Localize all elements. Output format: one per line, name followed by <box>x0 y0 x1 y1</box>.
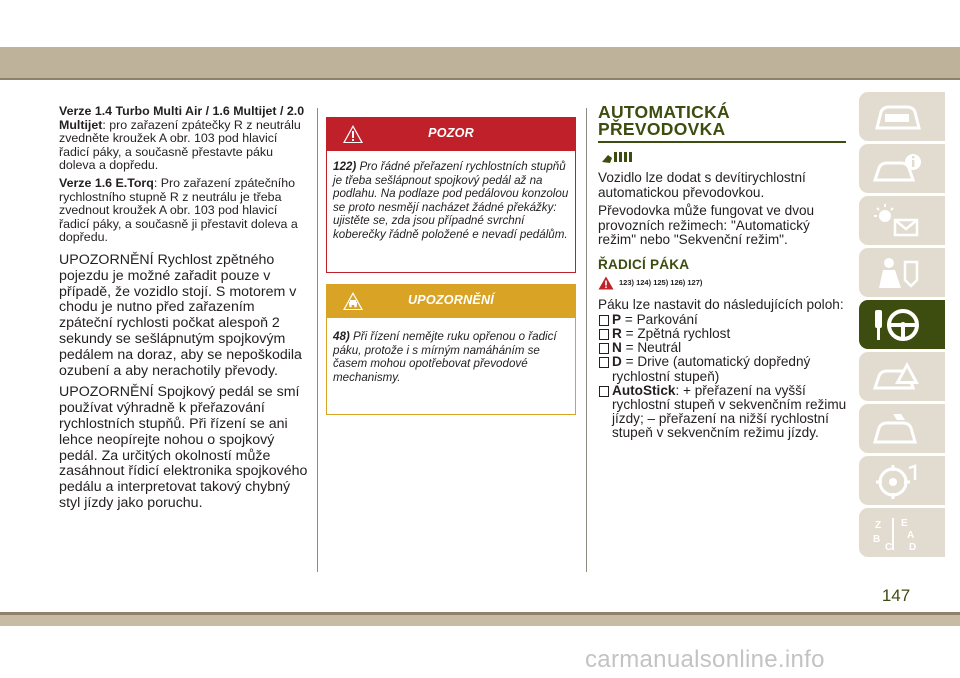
position-r <box>598 327 848 341</box>
tab-servicing[interactable] <box>859 404 945 453</box>
upozorneni-number: 48) <box>333 330 350 343</box>
versions-label: Verze 1.4 Turbo Multi Air / 1.6 Multijet / 2.0 Multijet <box>59 104 305 132</box>
versions-text: : pro zařazení zpátečky R z neutrálu zvedněte kroužek A obr. 103 pod hlavicí řadicí páky, a současně přestavte páku doleva a dopředu. <box>59 117 301 173</box>
top-band <box>0 47 960 78</box>
etorq-text: : Pro zařazení zpátečního rychlostního stupně R z neutrálu je třeba zvednout kroužek A obr. 103 pod hlavicí řadicí páky, a současně ji přestavit doleva a dopředu. <box>59 175 298 245</box>
lever-positions <box>598 298 848 441</box>
position-key: AutoStick <box>612 382 676 398</box>
checkbox-icon <box>599 315 609 326</box>
position-text: = Neutrál <box>621 340 682 356</box>
svg-text:E: E <box>901 518 908 529</box>
title-rule <box>598 141 846 143</box>
watermark: carmanualsonline.info <box>585 646 825 673</box>
warning-triangle-icon <box>342 124 364 144</box>
notice-reverse: UPOZORNĚNÍ Rychlost zpětného pojezdu je možné zařadit pouze v případě, že vozidlo stojí. S motorem v chodu je nutno před zařazením zpáteční rychlosti počkat alespoň 2 sekundy se sešlápnutým spojkovým pedálem na doraz, aby se nepoškodila ozubení a aby nerachotily převody. <box>59 251 302 379</box>
position-autostick <box>598 384 848 441</box>
svg-text:Z: Z <box>875 520 882 531</box>
column-divider-left <box>317 108 318 572</box>
page-number: 147 <box>881 586 911 605</box>
checkbox-icon <box>599 386 609 397</box>
multimedia-index-icon <box>871 514 923 552</box>
position-p <box>598 313 848 327</box>
tab-dashboard[interactable] <box>859 92 945 141</box>
etorq-label: Verze 1.6 E.Torq <box>59 175 154 190</box>
section-title-line1: AUTOMATICKÁ <box>598 102 730 122</box>
servicing-icon <box>871 410 923 448</box>
warning-small-icon <box>598 276 614 290</box>
tab-info[interactable] <box>859 144 945 193</box>
lights-messages-icon <box>871 202 923 240</box>
position-text: = Zpětná rychlost <box>621 325 731 341</box>
modes-paragraph: Převodovka může fungovat ve dvou provozních režimech: "Automatický režim" nebo "Sekvenční režim". <box>598 203 815 248</box>
pozor-box <box>326 151 576 273</box>
section-title-line2: PŘEVODOVKA <box>598 119 726 139</box>
safety-icon <box>871 254 923 292</box>
checkbox-icon <box>599 357 609 368</box>
steering-key-icon <box>871 306 923 344</box>
tab-safety[interactable] <box>859 248 945 297</box>
bottom-band <box>0 612 960 626</box>
right-column <box>598 104 848 441</box>
position-text: = Drive (automatický dopředný rychlostní stupeň) <box>612 354 811 384</box>
position-d <box>598 355 848 383</box>
technical-data-icon <box>871 462 923 500</box>
upozorneni-box <box>326 318 576 415</box>
tab-technical-data[interactable] <box>859 456 945 505</box>
tab-emergency[interactable] <box>859 352 945 401</box>
reference-numbers: 123) 124) 125) 126) 127) <box>619 277 703 287</box>
paragraph-manual-versions <box>59 105 309 173</box>
car-info-icon <box>871 150 923 188</box>
middle-column <box>326 117 576 415</box>
position-text: : + přeřazení na vyšší rychlostní stupeň v sekvenčním režimu jízdy; – přeřazení na nižší rychlostní stupeň v sekvenčním režimu jízdy. <box>612 382 847 441</box>
upozorneni-title: UPOZORNĚNÍ <box>408 293 494 308</box>
svg-text:B: B <box>873 534 881 545</box>
left-column <box>59 105 309 518</box>
car-warning-icon <box>342 291 364 311</box>
svg-text:C: C <box>885 542 893 552</box>
checkbox-icon <box>599 329 609 340</box>
pozor-header <box>326 117 576 151</box>
position-key: D <box>612 354 622 370</box>
reference-row <box>598 276 848 290</box>
position-n <box>598 341 848 355</box>
checkbox-icon <box>599 343 609 354</box>
pozor-text: Pro řádné přeřazení rychlostních stupňů je třeba sešlápnout spojkový pedál až na podlahu. Na podlaze pod pedálovou konzolou se proto nesmějí nacházet žádné překážky: ujistěte se, zda jsou případné svrchní koberečky řádně položené e nevadí pedálům. <box>333 160 569 241</box>
tab-multimedia[interactable] <box>859 508 945 557</box>
pozor-title: POZOR <box>428 126 474 141</box>
upozorneni-header <box>326 284 576 318</box>
position-key: R <box>612 325 622 341</box>
intro-paragraph: Vozidlo lze dodat s devítirychlostní automatickou převodovkou. <box>598 170 806 200</box>
paragraph-etorq <box>59 177 309 245</box>
svg-text:A: A <box>907 530 915 541</box>
column-divider-right <box>586 108 587 572</box>
position-key: N <box>612 340 622 356</box>
position-text: = Parkování <box>621 311 698 327</box>
upozorneni-text: Při řízení nemějte ruku opřenou o řadicí páku, protože i s mírným namáháním se časem mohou opotřebovat převodové mechanismy. <box>333 330 557 384</box>
lever-intro: Páku lze nastavit do následujících poloh: <box>598 296 844 312</box>
svg-text:D: D <box>909 542 917 552</box>
equipment-icon <box>600 149 638 165</box>
tab-starting-driving[interactable] <box>859 300 945 349</box>
position-key: P <box>612 311 622 327</box>
car-dashboard-icon <box>871 98 923 136</box>
notice-clutch: UPOZORNĚNÍ Spojkový pedál se smí používat výhradně k přeřazování rychlostních stupňů. Při řízení se ani lehce neopírejte nohou o spojkový pedál. Za určitých okolností může zasáhnout řídicí elektronika spojkového pedálu a interpretovat takový chybný styl jízdy jako poruchu. <box>59 384 308 511</box>
subsection-title: ŘADICÍ PÁKA <box>598 256 690 272</box>
pozor-number: 122) <box>333 160 357 173</box>
tab-lights-messages[interactable] <box>859 196 945 245</box>
emergency-triangle-icon <box>871 358 923 396</box>
